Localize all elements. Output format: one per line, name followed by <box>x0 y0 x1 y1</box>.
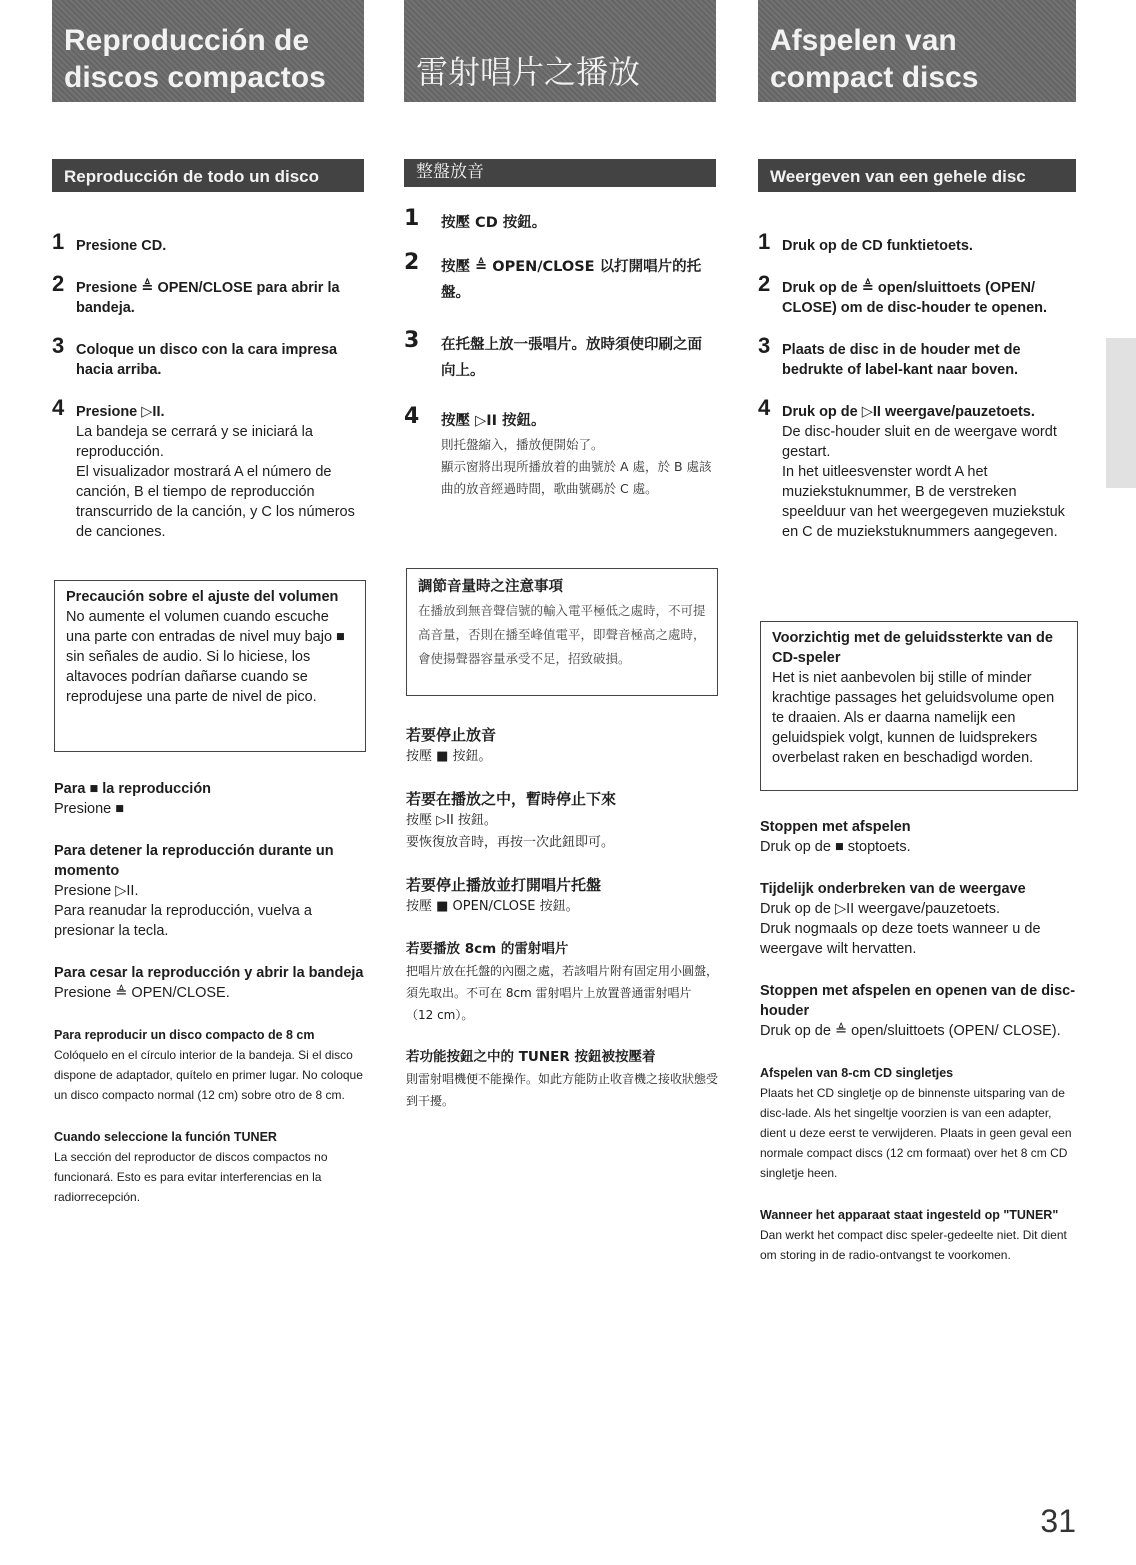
subsection-title: 若功能按鈕之中的 TUNER 按鈕被按壓着 <box>406 1049 656 1065</box>
chinese-section-header: 整盤放音 <box>404 159 716 187</box>
subsection-title: 若要播放 8cm 的雷射唱片 <box>406 941 569 957</box>
chinese-chapter-header: 雷射唱片之播放 <box>404 0 716 102</box>
step-description: De disc-houder sluit en de weergave wordt gestart. In het uitleesvenster wordt A het muziekstuknummer, B de verstreken speelduur van het weergegeven muziekstuk en C de muziekstuknummers aangegeven. <box>782 424 1065 540</box>
subsection-title: 若要在播放之中，暫時停止下來 <box>406 790 617 808</box>
subsection <box>760 1205 1078 1265</box>
step-1 <box>758 229 1076 256</box>
spanish-section-header: Reproducción de todo un disco <box>52 159 364 192</box>
step-2 <box>404 250 716 306</box>
spanish-steps <box>52 229 364 542</box>
step-1 <box>52 229 364 256</box>
volume-caution-box <box>54 580 366 752</box>
step-2 <box>52 271 364 318</box>
step-instruction: Druk op de ≜ open/sluittoets (OPEN/ CLOSE) om de disc-houder te openen. <box>782 280 1048 316</box>
step-number: 4 <box>404 404 420 429</box>
subsection-text: Druk op de ≜ open/sluittoets (OPEN/ CLOSE). <box>760 1023 1061 1039</box>
subsection <box>406 724 718 768</box>
step-3 <box>404 328 716 384</box>
subsection-text: La sección del reproductor de discos compactos no funcionará. Esto es para evitar interferencias en la radiorrecepción. <box>54 1150 328 1204</box>
page-number: 31 <box>1040 1503 1076 1539</box>
subsection-title: Stoppen met afspelen en openen van de disc-houder <box>760 983 1076 1019</box>
step-number: 4 <box>758 395 771 420</box>
subsection-title: Afspelen van 8-cm CD singletjes <box>760 1066 954 1080</box>
step-description: La bandeja se cerrará y se iniciará la reproducción. El visualizador mostrará A el número de canción, B el tiempo de reproducción transcurrido de la canción, y C los números de canciones. <box>76 424 355 540</box>
subsection <box>54 1127 366 1207</box>
subsection-title: 若要停止放音 <box>406 726 497 744</box>
step-number: 4 <box>52 395 65 420</box>
step-4 <box>52 395 364 542</box>
subsection-text: Plaats het CD singletje op de binnenste uitsparing van de disc-lade. Als het singeltje voorzien is van een adapter, dient u deze eerst te verwijderen. Plaats in geen geval een normale compact discs (12 cm formaat) over het 8 cm CD singletje heen. <box>760 1086 1072 1180</box>
step-number: 1 <box>758 229 771 254</box>
subsection-text: Presione ▷II. Para reanudar la reproducción, vuelva a presionar la tecla. <box>54 883 312 939</box>
subsection-text: Colóquelo en el círculo interior de la bandeja. Si el disco dispone de adaptador, quítelo en primer lugar. No coloque un disco compacto normal (12 cm) sobre otro de 8 cm. <box>54 1048 363 1102</box>
step-instruction: Presione ▷II. <box>76 404 165 420</box>
subsection-title: 若要停止播放並打開唱片托盤 <box>406 876 602 894</box>
volume-caution-box <box>760 621 1078 791</box>
subsection <box>760 879 1078 959</box>
step-number: 2 <box>758 271 771 296</box>
step-instruction: Plaats de disc in de houder met de bedrukte of label-kant naar boven. <box>782 342 1021 378</box>
step-1 <box>404 206 716 236</box>
subsection <box>406 874 718 918</box>
subsection-text: 把唱片放在托盤的內圈之處，若該唱片附有固定用小圓盤，須先取出。不可在 8cm 雷射唱片上放置普通雷射唱片（12 cm）。 <box>406 964 719 1022</box>
subsection-title: Para reproducir un disco compacto de 8 cm <box>54 1028 315 1042</box>
subsection <box>54 841 366 941</box>
subsection-text: 按壓 ▷II 按鈕。 要恢復放音時，再按一次此鈕即可。 <box>406 813 615 850</box>
subsection-title: Para ■ la reproducción <box>54 781 212 797</box>
step-instruction: 按壓 ≜ OPEN/CLOSE 以打開唱片的托盤。 <box>441 259 702 301</box>
step-number: 1 <box>404 206 420 231</box>
subsection <box>760 817 1078 857</box>
subsection-text: 則雷射唱機便不能操作。如此方能防止收音機之接收狀態受到干擾。 <box>406 1072 719 1108</box>
chinese-steps <box>404 206 716 500</box>
step-number: 3 <box>758 333 771 358</box>
subsection <box>760 1063 1078 1183</box>
edge-tab-marker <box>1106 338 1136 488</box>
step-instruction: 按壓 CD 按鈕。 <box>441 215 547 231</box>
spanish-chapter-header: Reproducción de discos compactos <box>52 0 364 102</box>
subsection <box>406 938 718 1026</box>
step-instruction: Druk op de ▷II weergave/pauzetoets. <box>782 404 1035 420</box>
step-4 <box>758 395 1076 542</box>
subsection <box>406 1046 718 1112</box>
subsection-text: Druk op de ▷II weergave/pauzetoets. Druk nogmaals op deze toets wanneer u de weergave wilt hervatten. <box>760 901 1041 957</box>
subsection-title: Cuando seleccione la función TUNER <box>54 1130 277 1144</box>
step-number: 3 <box>404 328 420 353</box>
step-number: 2 <box>404 250 420 275</box>
subsection-text: Druk op de ■ stoptoets. <box>760 839 911 855</box>
step-instruction: Coloque un disco con la cara impresa hacia arriba. <box>76 342 338 378</box>
dutch-steps <box>758 229 1076 542</box>
step-3 <box>52 333 364 380</box>
subsection <box>406 788 718 854</box>
step-2 <box>758 271 1076 318</box>
step-number: 2 <box>52 271 65 296</box>
step-instruction: 按壓 ▷II 按鈕。 <box>441 413 546 429</box>
step-3 <box>758 333 1076 380</box>
subsection-text: Presione ■ <box>54 801 125 817</box>
step-instruction: Druk op de CD funktietoets. <box>782 238 973 254</box>
dutch-section-header: Weergeven van een gehele disc <box>758 159 1076 192</box>
subsection-title: Para detener la reproducción durante un momento <box>54 843 334 879</box>
subsection <box>54 1025 366 1105</box>
caution-title: Precaución sobre el ajuste del volumen <box>66 589 339 605</box>
subsection <box>760 981 1078 1041</box>
step-4 <box>404 404 716 500</box>
subsection <box>54 779 366 819</box>
subsection-title: Tijdelijk onderbreken van de weergave <box>760 881 1026 897</box>
caution-text: 在播放到無音聲信號的輸入電平極低之處時，不可提高音量，否則在播至峰值電平，即聲音極高之處時，會使揚聲器容量承受不足，招致破損。 <box>418 603 706 666</box>
spanish-subsections <box>54 779 366 1229</box>
step-instruction: Presione ≜ OPEN/CLOSE para abrir la bandeja. <box>76 280 340 316</box>
dutch-chapter-header: Afspelen van compact discs <box>758 0 1076 102</box>
subsection-title: Wanneer het apparaat staat ingesteld op "TUNER" <box>760 1208 1059 1222</box>
step-number: 3 <box>52 333 65 358</box>
caution-text: No aumente el volumen cuando escuche una parte con entradas de nivel muy bajo ■ sin señales de audio. Si lo hiciese, los altavoces podrían dañarse cuando se reprodujese una parte de nivel de pico. <box>66 609 345 705</box>
step-instruction: Presione CD. <box>76 238 167 254</box>
subsection <box>54 963 366 1003</box>
subsection-text: 按壓 ■ 按鈕。 <box>406 749 492 764</box>
dutch-subsections <box>760 817 1078 1287</box>
subsection-text: Dan werkt het compact disc speler-gedeelte niet. Dit dient om storing in de radio-ontvangst te voorkomen. <box>760 1228 1067 1262</box>
volume-caution-box <box>406 568 718 696</box>
subsection-text: 按壓 ■ OPEN/CLOSE 按鈕。 <box>406 899 579 914</box>
step-instruction: 在托盤上放一張唱片。放時須使印刷之面向上。 <box>441 337 702 379</box>
caution-title: 調節音量時之注意事項 <box>418 579 563 595</box>
chinese-subsections <box>406 724 718 1132</box>
step-number: 1 <box>52 229 65 254</box>
subsection-title: Para cesar la reproducción y abrir la bandeja <box>54 965 364 981</box>
subsection-title: Stoppen met afspelen <box>760 819 911 835</box>
subsection-text: Presione ≜ OPEN/CLOSE. <box>54 985 230 1001</box>
caution-title: Voorzichtig met de geluidssterkte van de CD-speler <box>772 630 1053 666</box>
caution-text: Het is niet aanbevolen bij stille of minder krachtige passages het geluidsvolume open te draaien. Als er daarna namelijk een geluidspiek volgt, kunnen de luidsprekers overbelast raken en beschadigd worden. <box>772 670 1055 766</box>
step-description: 則托盤縮入，播放便開始了。 顯示窗將出現所播放着的曲號於 A 處，於 B 處該曲的放音經過時間，歌曲號碼於 C 處。 <box>441 437 712 496</box>
